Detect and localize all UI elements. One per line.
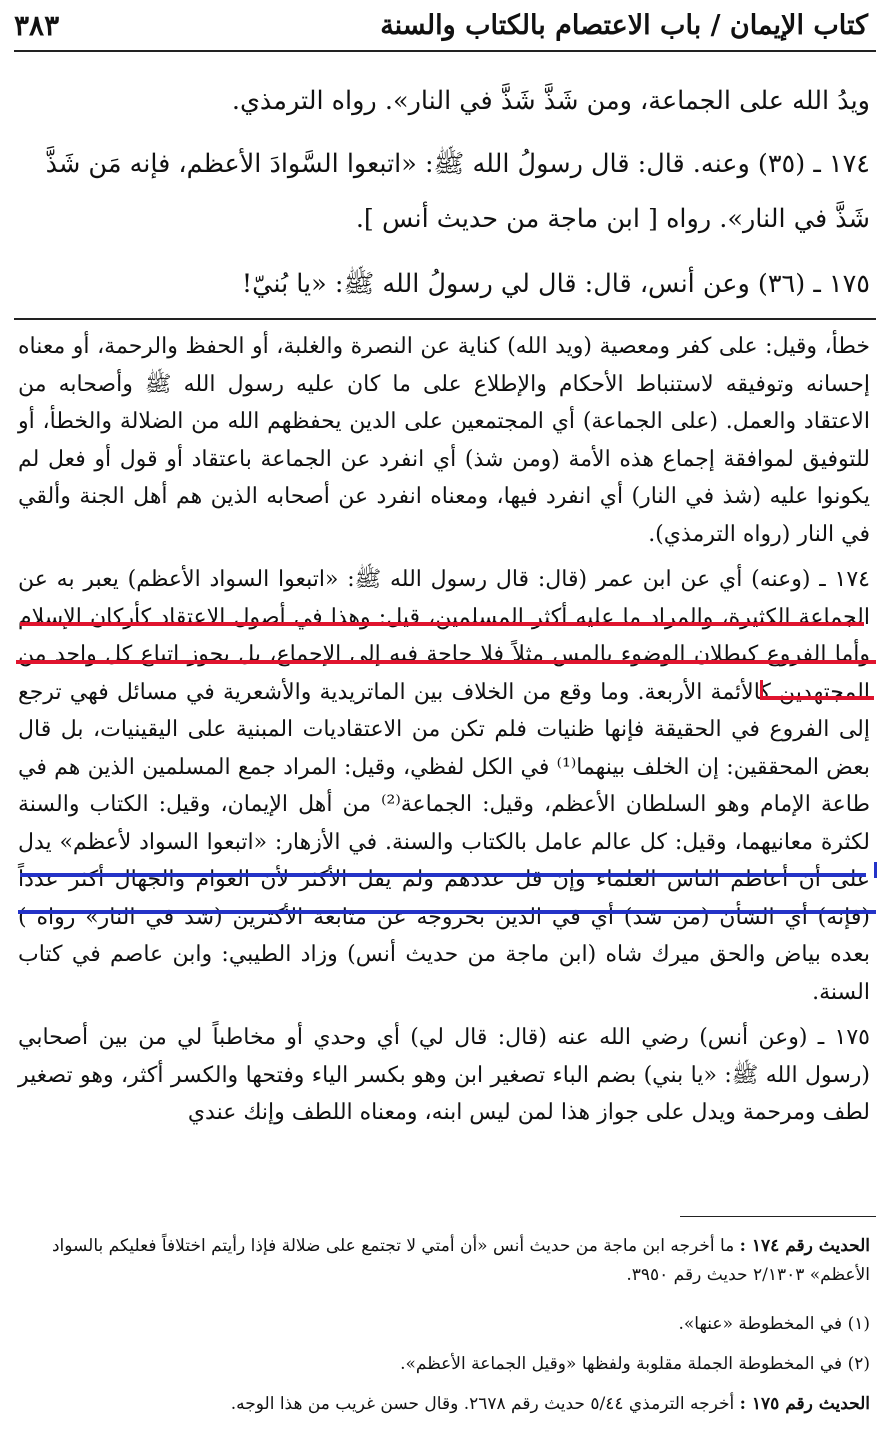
running-title: كتاب الإيمان / باب الاعتصام بالكتاب والسنة [380, 9, 868, 41]
footnote-1 [18, 1310, 870, 1339]
hadith-line: ١٧٤ ـ (٣٥) وعنه. قال: قال رسولُ الله ﷺ: «اتبعوا السَّوادَ الأعظم، فإنه مَن شَذَّ [45, 149, 870, 179]
commentary-paragraph: خطأ، وقيل: على كفر ومعصية (ويد الله) كناية عن النصرة والغلبة، أو الحفظ والرحمة، أو معناه إحسانه وتوفيقه لاستنباط الأحكام والإطلاع على ما كان عليه رسول الله ﷺ وأصحابه من الاعتقاد والعمل. (على الجماعة) أي المجتمعين على الدين يحفظهم الله من الضلالة والخطأ، أو للتوفيق لموافقة إجماع هذه الأمة (ومن شذ) أي انفرد عن الجماعة باعتقاد أو قول أو فعل لم يكونوا عليه (شذ في النار) أي انفرد فيها، ومعناه انفرد عن أصحابه الذين هم أهل الجنة وألقي في النار (رواه الترمذي). [18, 334, 870, 547]
blue-underline [20, 873, 866, 877]
footnote-label: (٢) [847, 1354, 870, 1374]
footnote-text: في المخطوطة الجملة مقلوبة ولفظها «وقيل الجماعة الأعظم». [400, 1354, 843, 1374]
footnote-label: (١) [847, 1314, 870, 1334]
commentary-paragraph: ١٧٥ ـ (وعن أنس) رضي الله عنه (قال: قال لي) أي وحدي أو مخاطباً لي من بين أصحابي (رسول الله ﷺ: «يا بني) بضم الباء تصغير ابن وهو بكسر الياء وفتحها والكسر أكثر، وهو تصغير لطف ومرحمة ويدل على جواز هذا لمن ليس ابنه، ومعناه اللطف وإنك عندي [18, 1025, 870, 1125]
footnote-text: في المخطوطة «عنها». [678, 1314, 843, 1334]
red-underline [760, 696, 874, 700]
red-pen-mark [760, 680, 763, 698]
red-underline [16, 660, 876, 664]
page-number: ٣٨٣ [14, 8, 60, 42]
running-header [14, 2, 868, 48]
footnote-hadith-175 [18, 1390, 870, 1419]
footnote-hadith-174 [18, 1232, 870, 1290]
footnote-text: ما أخرجه ابن ماجة من حديث أنس «أن أمتي لا تجتمع على ضلالة فإذا رأيتم اختلافاً فعليكم بالسواد الأعظم» ٢/١٣٠٣ حديث رقم ٣٩٥٠. [51, 1236, 870, 1285]
footnote-rule [680, 1216, 876, 1217]
footnote-text: أخرجه الترمذي ٥/٤٤ حديث رقم ٢٦٧٨. وقال حسن غريب من هذا الوجه. [230, 1394, 735, 1414]
footnote-2 [18, 1350, 870, 1379]
hadith-line: ويدُ الله على الجماعة، ومن شَذَّ شَذَّ في النار». رواه الترمذي. [231, 86, 870, 116]
red-underline [20, 622, 864, 626]
hadith-text [18, 74, 870, 312]
section-divider [14, 318, 876, 320]
commentary-paragraph: ١٧٤ ـ (وعنه) أي عن ابن عمر (قال: قال رسول الله ﷺ: «اتبعوا السواد الأعظم) يعبر به عن الجماعة الكثيرة، والمراد ما عليه أكثر المسلمين، قيل: وهذا في أصول الاعتقاد كأركان الإسلام وأما الفروع كبطلان الوضوء بالمس مثلاً فلا حاجة فيه إلى الإجماع، بل يجوز اتباع كل واحد من المجتهدين كالأئمة الأربعة. وما وقع من الخلاف بين الماتريدية والأشعرية في مسائل فهي ترجع إلى الفروع في الحقيقة فإنها ظنيات فلم تكن من الاعتقاديات المبنية على اليقينيات، بل قال بعض المحققين: إن الخلف بينهما⁽¹⁾ في الكل لفظي، وقيل: المراد جمع المسلمين الذين هم في طاعة الإمام وهو السلطان الأعظم، وقيل: الجماعة⁽²⁾ من أهل الإيمان، وقيل: الكتاب والسنة لكثرة معانيهما، وقيل: كل عالم عامل بالكتاب والسنة. في الأزهار: «اتبعوا السواد لأعظم» يدل على أن أعاظم الناس العلماء وإن قل عددهم ولم يقل الأكثر لأن العوام والجهال أكثر عدداً (فإنه) أي الشأن (من شذ) أي في الدين بخروجه عن متابعة الأكثرين (شذ في النار» رواه ) بعده بياض والحق ميرك شاه (ابن ماجة من حديث أنس) وزاد الطيبي: وابن عاصم في كتاب السنة. [18, 567, 870, 1005]
footnote-label: الحديث رقم ١٧٤ : [739, 1236, 870, 1256]
footnote-label: الحديث رقم ١٧٥ : [739, 1394, 870, 1414]
commentary [18, 328, 870, 1132]
header-rule [14, 50, 876, 52]
hadith-line: ١٧٥ ـ (٣٦) وعن أنس، قال: قال لي رسولُ الله ﷺ: «يا بُنيّ! [241, 269, 870, 299]
blue-pen-mark [874, 862, 877, 878]
hadith-line: شَذَّ في النار». رواه [ ابن ماجة من حديث أنس ]. [355, 204, 870, 234]
blue-underline [18, 910, 876, 914]
